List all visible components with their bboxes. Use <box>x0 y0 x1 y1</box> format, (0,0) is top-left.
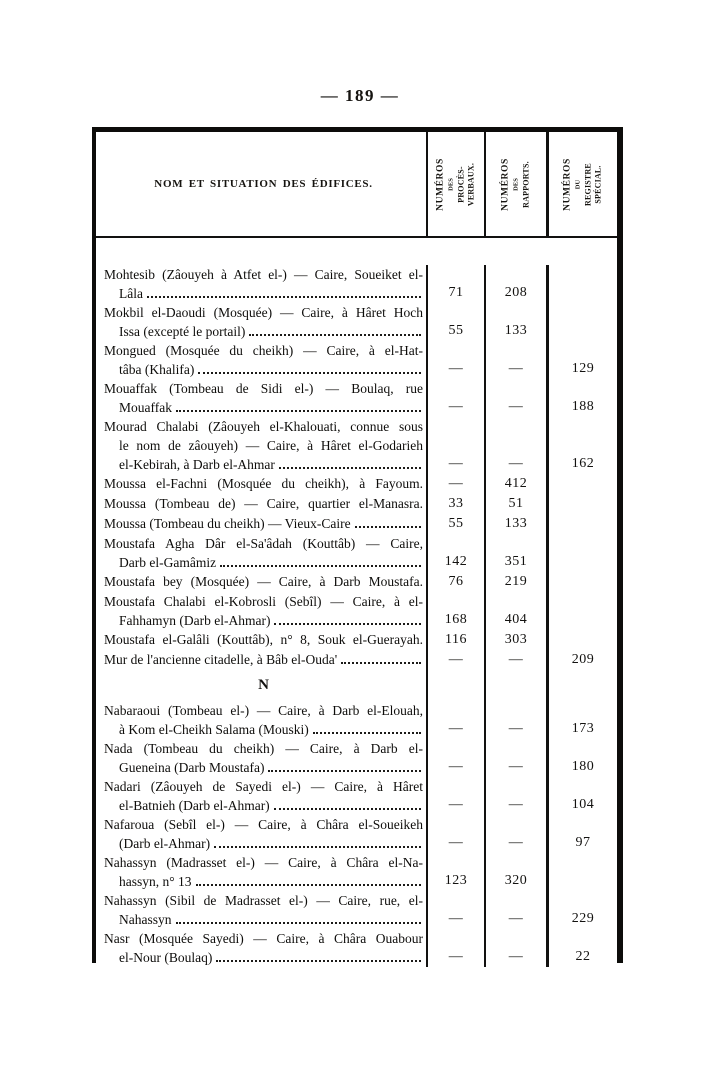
value-text: 129 <box>571 361 595 376</box>
value-proces-verbaux <box>426 853 484 891</box>
name-line <box>104 284 423 303</box>
value-rapports <box>484 592 546 630</box>
value-proces-verbaux <box>426 494 484 514</box>
value-proces-verbaux <box>426 572 484 592</box>
value-registre-special <box>546 572 617 592</box>
name-line <box>104 455 423 474</box>
name-line-text: à Kom el-Cheikh Salama (Mouski) <box>119 722 309 737</box>
name-line <box>104 872 423 891</box>
value-proces-verbaux <box>426 379 484 417</box>
value-text: 55 <box>448 323 464 338</box>
value-text: — <box>508 949 524 964</box>
name-line <box>104 948 423 967</box>
value-text: 123 <box>444 873 468 888</box>
value-rapports <box>484 534 546 572</box>
table-row <box>96 929 617 967</box>
header-line: RAPPORTS. <box>521 160 531 208</box>
header-line: NUMÉROS <box>435 157 446 211</box>
name-line: Moustafa Chalabi el-Kobrosli (Sebîl) — Caire, à el- <box>104 594 423 609</box>
table-row <box>96 341 617 379</box>
value-text: 404 <box>504 612 528 627</box>
value-text: — <box>448 759 464 774</box>
value-text: 97 <box>575 835 591 850</box>
dotted-leader <box>198 372 421 374</box>
name-line: Mourad Chalabi (Zâouyeh el-Khalouati, connue sous <box>104 419 423 434</box>
edifice-name <box>96 853 426 891</box>
dotted-leader <box>268 770 421 772</box>
name-line: Nahassyn (Sibil de Madrasset el-) — Caire, rue, el- <box>104 893 423 908</box>
value-text: 320 <box>504 873 528 888</box>
value-registre-special <box>546 929 617 967</box>
edifice-name <box>96 815 426 853</box>
dotted-leader <box>355 526 421 528</box>
value-rapports <box>484 777 546 815</box>
edifice-name <box>96 265 426 303</box>
value-rapports <box>484 650 546 670</box>
value-registre-special <box>546 592 617 630</box>
dotted-leader <box>274 808 421 810</box>
dotted-leader <box>176 410 421 412</box>
dotted-leader <box>279 467 421 469</box>
name-line <box>104 758 423 777</box>
value-proces-verbaux <box>426 701 484 739</box>
name-line-text: Moussa (Tombeau du cheikh) — Vieux-Caire <box>104 516 351 531</box>
value-text: — <box>508 911 524 926</box>
edifices-table <box>92 127 623 963</box>
value-registre-special <box>546 341 617 379</box>
name-line: Nada (Tombeau du cheikh) — Caire, à Darb el- <box>104 741 423 756</box>
value-registre-special <box>546 417 617 474</box>
value-registre-special <box>546 630 617 650</box>
name-line: Moustafa Agha Dâr el-Sa'âdah (Kouttâb) — Caire, <box>104 536 423 551</box>
value-text: 188 <box>571 399 595 414</box>
value-proces-verbaux <box>426 630 484 650</box>
name-line: Mouaffak (Tombeau de Sidi el-) — Boulaq, rue <box>104 381 423 396</box>
section-heading-row <box>96 670 617 701</box>
name-line-text: Mouaffak <box>119 400 172 415</box>
table-row <box>96 739 617 777</box>
name-line: Nabaraoui (Tombeau el-) — Caire, à Darb el-Elouah, <box>104 703 423 718</box>
name-line-text: Fahhamyn (Darb el-Ahmar) <box>119 613 271 628</box>
dotted-leader <box>274 623 421 625</box>
page-number: — 189 — <box>320 86 400 105</box>
table-header-row <box>96 132 617 238</box>
column-header-proces-verbaux <box>426 132 484 236</box>
value-rapports <box>484 572 546 592</box>
table-row <box>96 514 617 534</box>
value-text: 229 <box>571 911 595 926</box>
value-text: 104 <box>571 797 595 812</box>
name-line-text: Nahassyn <box>119 912 172 927</box>
value-registre-special <box>546 701 617 739</box>
value-registre-special <box>546 514 617 534</box>
table-row <box>96 650 617 670</box>
value-registre-special <box>546 265 617 303</box>
table-row <box>96 303 617 341</box>
name-line <box>104 611 423 630</box>
value-registre-special <box>546 303 617 341</box>
name-line <box>104 910 423 929</box>
header-line: DES <box>447 177 455 191</box>
table-row <box>96 592 617 630</box>
value-registre-special <box>546 534 617 572</box>
name-line-text: Gueneina (Darb Moustafa) <box>119 760 265 775</box>
value-proces-verbaux <box>426 341 484 379</box>
value-rapports <box>484 815 546 853</box>
value-text: 116 <box>445 632 467 647</box>
value-text: — <box>508 797 524 812</box>
value-rapports <box>484 630 546 650</box>
value-rapports <box>484 341 546 379</box>
empty-cell <box>546 670 617 701</box>
value-text: 219 <box>504 574 528 589</box>
name-line <box>104 360 423 379</box>
value-text: — <box>508 835 524 850</box>
rotated-header-text <box>563 150 604 218</box>
edifice-name <box>96 379 426 417</box>
value-rapports <box>484 303 546 341</box>
name-line: Nasr (Mosquée Sayedi) — Caire, à Châra Ouabour <box>104 931 423 946</box>
header-line: NUMÉROS <box>500 157 511 211</box>
value-text: 351 <box>504 554 528 569</box>
name-line <box>104 514 423 533</box>
value-text: — <box>508 652 524 667</box>
section-letter: N <box>258 677 269 693</box>
dotted-leader <box>196 884 421 886</box>
value-registre-special <box>546 891 617 929</box>
value-text: 33 <box>448 496 464 511</box>
value-rapports <box>484 514 546 534</box>
name-line-text: hassyn, n° 13 <box>119 874 192 889</box>
value-proces-verbaux <box>426 417 484 474</box>
value-text: 76 <box>448 574 464 589</box>
dotted-leader <box>341 662 421 664</box>
name-line-text: el-Nour (Boulaq) <box>119 950 213 965</box>
dotted-leader <box>176 922 422 924</box>
value-text: 51 <box>508 496 524 511</box>
name-line <box>104 398 423 417</box>
edifice-name <box>96 341 426 379</box>
name-line: Mongued (Mosquée du cheikh) — Caire, à el-Hat- <box>104 343 423 358</box>
value-proces-verbaux <box>426 514 484 534</box>
edifice-name <box>96 701 426 739</box>
edifice-name <box>96 739 426 777</box>
value-registre-special <box>546 650 617 670</box>
name-line-text: el-Batnieh (Darb el-Ahmar) <box>119 798 270 813</box>
value-registre-special <box>546 815 617 853</box>
value-text: 168 <box>444 612 468 627</box>
dotted-leader <box>214 846 421 848</box>
value-text: — <box>448 721 464 736</box>
empty-cell <box>426 670 484 701</box>
edifice-name <box>96 303 426 341</box>
edifice-name <box>96 630 426 650</box>
value-registre-special <box>546 494 617 514</box>
table-row <box>96 572 617 592</box>
header-line: DU <box>574 179 582 189</box>
value-rapports <box>484 417 546 474</box>
value-proces-verbaux <box>426 303 484 341</box>
column-header-name: NOM ET SITUATION DES ÉDIFICES. <box>154 178 373 190</box>
value-text: — <box>448 361 464 376</box>
header-line: DES <box>512 177 520 191</box>
rotated-header-text <box>501 154 532 214</box>
value-text: 133 <box>504 323 528 338</box>
table-row <box>96 701 617 739</box>
edifice-name <box>96 777 426 815</box>
name-line-text: el-Kebirah, à Darb el-Ahmar <box>119 457 275 472</box>
name-line <box>104 553 423 572</box>
name-line-text: Mur de l'ancienne citadelle, à Bâb el-Ouda' <box>104 652 338 667</box>
value-rapports <box>484 474 546 494</box>
edifice-name <box>96 650 426 670</box>
value-text: 180 <box>571 759 595 774</box>
value-text: — <box>448 797 464 812</box>
value-text: — <box>508 721 524 736</box>
value-text: — <box>448 399 464 414</box>
name-line: Moustafa el-Galâli (Kouttâb), n° 8, Souk el-Guerayah. <box>104 632 423 647</box>
column-header-rapports <box>484 132 546 236</box>
value-proces-verbaux <box>426 592 484 630</box>
value-text: 133 <box>504 516 528 531</box>
value-proces-verbaux <box>426 777 484 815</box>
value-registre-special <box>546 379 617 417</box>
name-line: Moustafa bey (Mosquée) — Caire, à Darb Moustafa. <box>104 574 423 589</box>
value-registre-special <box>546 474 617 494</box>
table-row <box>96 417 617 474</box>
table-row <box>96 474 617 494</box>
name-line: Mohtesib (Zâouyeh à Atfet el-) — Caire, Soueiket el- <box>104 267 423 282</box>
value-text: 142 <box>444 554 468 569</box>
edifice-name <box>96 474 426 494</box>
table-row <box>96 891 617 929</box>
rotated-header-text <box>436 156 477 212</box>
table-row <box>96 853 617 891</box>
value-text: 55 <box>448 516 464 531</box>
table-row <box>96 379 617 417</box>
value-registre-special <box>546 853 617 891</box>
value-registre-special <box>546 739 617 777</box>
edifice-name <box>96 534 426 572</box>
edifice-name <box>96 592 426 630</box>
table-row <box>96 494 617 514</box>
name-line: le nom de zâouyeh) — Caire, à Hâret el-Godarieh <box>119 438 423 453</box>
name-line-text: Issa (excepté le portail) <box>119 324 246 339</box>
value-proces-verbaux <box>426 265 484 303</box>
header-line: REGISTRE SPÉCIAL. <box>583 162 603 206</box>
dotted-leader <box>313 732 421 734</box>
column-header-registre-special <box>546 132 617 236</box>
value-text: — <box>508 759 524 774</box>
value-rapports <box>484 891 546 929</box>
value-rapports <box>484 379 546 417</box>
value-proces-verbaux <box>426 815 484 853</box>
edifice-name <box>96 572 426 592</box>
name-line <box>104 834 423 853</box>
name-line <box>104 796 423 815</box>
value-text: 303 <box>504 632 528 647</box>
edifice-name <box>96 417 426 474</box>
empty-cell <box>484 670 546 701</box>
value-rapports <box>484 853 546 891</box>
dotted-leader <box>220 565 421 567</box>
edifice-name <box>96 891 426 929</box>
edifice-name <box>96 929 426 967</box>
table-row <box>96 265 617 303</box>
value-text: — <box>508 399 524 414</box>
dotted-leader <box>216 960 421 962</box>
name-line-text: (Darb el-Ahmar) <box>119 836 211 851</box>
value-text: — <box>448 652 464 667</box>
name-line: Moussa el-Fachni (Mosquée du cheikh), à Fayoum. <box>104 476 423 491</box>
table-row <box>96 534 617 572</box>
value-text: — <box>448 456 464 471</box>
value-text: 173 <box>571 721 595 736</box>
edifice-name <box>96 514 426 534</box>
value-rapports <box>484 265 546 303</box>
name-line-text: Darb el-Gamâmiz <box>119 555 217 570</box>
value-text: 162 <box>571 456 595 471</box>
value-text: 412 <box>504 476 528 491</box>
value-rapports <box>484 701 546 739</box>
edifice-name <box>96 494 426 514</box>
table-row <box>96 630 617 650</box>
value-proces-verbaux <box>426 650 484 670</box>
value-proces-verbaux <box>426 891 484 929</box>
name-line <box>104 720 423 739</box>
value-text: 22 <box>575 949 591 964</box>
value-registre-special <box>546 777 617 815</box>
value-proces-verbaux <box>426 474 484 494</box>
name-line <box>104 322 423 341</box>
name-line: Nahassyn (Madrasset el-) — Caire, à Châra el-Na- <box>104 855 423 870</box>
value-rapports <box>484 929 546 967</box>
value-text: 71 <box>448 285 464 300</box>
name-line: Nadari (Zâouyeh de Sayedi el-) — Caire, à Hâret <box>104 779 423 794</box>
header-line: NUMÉROS <box>562 157 573 211</box>
table-row <box>96 815 617 853</box>
name-line: Mokbil el-Daoudi (Mosquée) — Caire, à Hâret Hoch <box>104 305 423 320</box>
dotted-leader <box>249 334 421 336</box>
value-text: 209 <box>571 652 595 667</box>
name-line: Nafaroua (Sebîl el-) — Caire, à Châra el-Soueikeh <box>104 817 423 832</box>
table-body <box>96 238 617 967</box>
value-rapports <box>484 739 546 777</box>
name-line-text: tâba (Khalifa) <box>119 362 195 377</box>
name-line <box>104 650 423 669</box>
value-text: — <box>448 835 464 850</box>
value-proces-verbaux <box>426 929 484 967</box>
dotted-leader <box>147 296 421 298</box>
header-line: PROCÈS-VERBAUX. <box>456 162 476 206</box>
value-text: — <box>448 476 464 491</box>
value-text: — <box>448 911 464 926</box>
value-proces-verbaux <box>426 739 484 777</box>
value-rapports <box>484 494 546 514</box>
table-row <box>96 777 617 815</box>
value-text: — <box>448 949 464 964</box>
value-text: 208 <box>504 285 528 300</box>
name-line-text: Lâla <box>119 286 143 301</box>
value-text: — <box>508 361 524 376</box>
value-text: — <box>508 456 524 471</box>
value-proces-verbaux <box>426 534 484 572</box>
name-line: Moussa (Tombeau de) — Caire, quartier el-Manasra. <box>104 496 423 511</box>
